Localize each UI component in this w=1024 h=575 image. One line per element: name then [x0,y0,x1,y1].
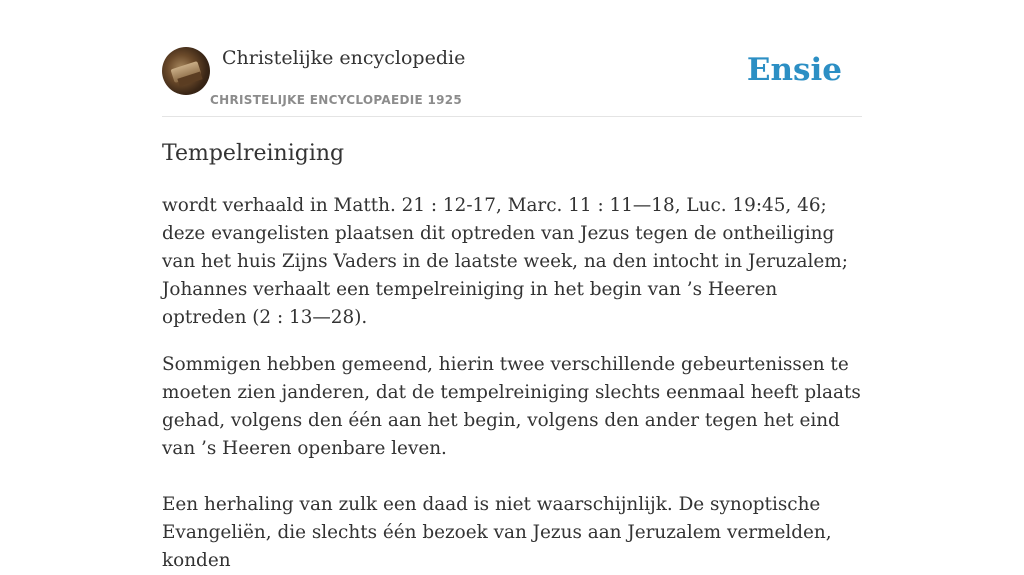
article-paragraph: wordt verhaald in Matth. 21 : 12-17, Marc. 11 : 11—18, Luc. 19:45, 46; deze evangelisten plaatsen dit optreden van Jezus tegen de ontheiliging van het huis Zijns Vaders in de laatste week, na den intocht in Jeruzalem; Johannes verhaalt een tempelreiniging in het begin van ’s Heeren optreden (2 : 13—28). [162,195,848,328]
article-title: Tempelreiniging [162,141,345,166]
article-paragraph: Een herhaling van zulk een daad is niet waarschijnlijk. De synoptische Evangeliën, die slechts één bezoek van Jezus aan Jeruzalem vermelden, konden [162,494,832,571]
site-subtitle: CHRISTELIJKE ENCYCLOPAEDIE 1925 [210,93,463,107]
encyclopedia-avatar[interactable] [162,47,210,95]
brand-logo-link[interactable]: Ensie [746,52,842,88]
site-title-link[interactable]: Christelijke encyclopedie [222,47,466,69]
article-content [162,139,862,575]
site-header [162,46,862,117]
article-paragraph: Sommigen hebben gemeend, hierin twee verschillende gebeurtenissen te moeten zien janderen, dat de tempelreiniging slechts eenmaal heeft plaats gehad, volgens den één aan het begin, volgens den ander tegen het eind van ’s Heeren openbare leven. [162,354,861,459]
